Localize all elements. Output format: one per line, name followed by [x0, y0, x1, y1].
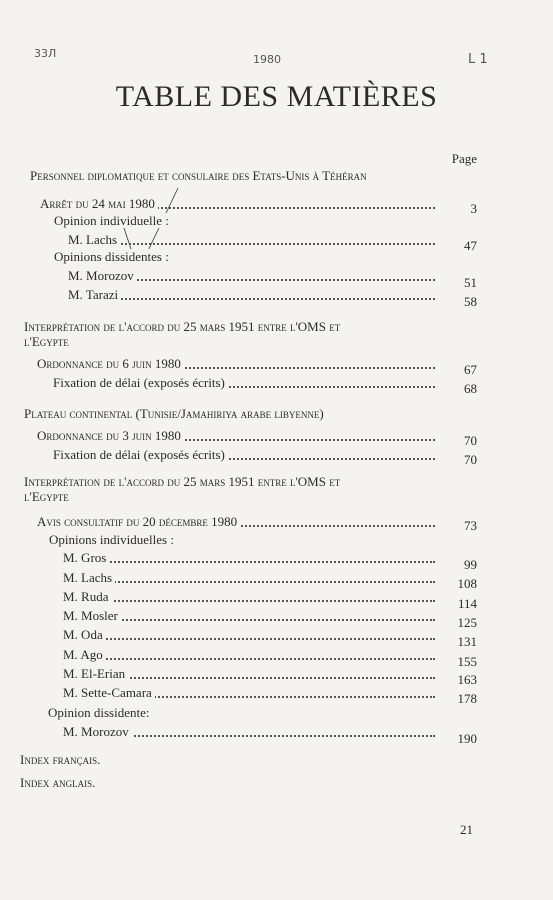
toc-entry-label: M. Lachs	[63, 570, 115, 585]
toc-subheading	[54, 213, 172, 229]
toc-entry	[63, 666, 435, 682]
handwritten-note-right: L 1	[468, 52, 488, 67]
leader-dots	[68, 298, 435, 300]
toc-subheading-label: Opinions individuelles :	[49, 532, 177, 547]
toc-entry	[63, 724, 435, 740]
toc-entry	[37, 514, 435, 530]
toc-subheading	[48, 705, 152, 721]
leader-dots	[63, 600, 435, 602]
toc-entry-label: Arrêt du 24 mai 1980	[40, 196, 158, 211]
handwritten-note-center: 1980	[253, 53, 281, 66]
toc-entry-page: 67	[464, 362, 477, 377]
toc-entry	[63, 685, 435, 701]
toc-entry-label: M. Lachs	[68, 232, 120, 247]
toc-subheading-label: Opinion dissidente:	[48, 705, 152, 720]
toc-entry-label: M. Mosler	[63, 608, 121, 623]
toc-entry-page: 68	[464, 381, 477, 396]
toc-entry-page: 155	[457, 654, 477, 669]
toc-entry-page: 108	[457, 576, 477, 591]
index-french: Index français.	[20, 752, 101, 767]
toc-entry-label: M. Gros	[63, 550, 109, 565]
toc-subheading	[54, 249, 172, 265]
toc-entry	[68, 268, 435, 284]
toc-entry-page: 163	[457, 672, 477, 687]
handwritten-note-left: 33Л	[34, 47, 57, 60]
toc-entry-label: Fixation de délai (exposés écrits)	[53, 375, 228, 390]
page-title: TABLE DES MATIÈRES	[115, 80, 438, 113]
toc-entry-page: 190	[457, 731, 477, 746]
toc-entry-page: 73	[464, 518, 477, 533]
toc-entry	[63, 647, 435, 663]
toc-entry	[68, 232, 435, 248]
leader-dots	[63, 638, 435, 640]
toc-entry	[63, 570, 435, 586]
toc-entry-label: M. Ago	[63, 647, 106, 662]
toc-entry-page: 114	[457, 596, 477, 611]
toc-subheading	[49, 532, 177, 548]
toc-entry	[40, 196, 435, 212]
section-title-4: Interprétation de l'accord du 25 mars 1951 entre l'OMS et	[24, 474, 341, 489]
toc-entry-label: Fixation de délai (exposés écrits)	[53, 447, 228, 462]
toc-entry	[63, 608, 435, 624]
leader-dots	[63, 581, 435, 583]
section-title-2-cont: l'Egypte	[24, 334, 69, 349]
toc-entry-page: 131	[457, 634, 477, 649]
toc-entry-page: 3	[470, 201, 477, 216]
section-title-1: Personnel diplomatique et consulaire des Etats-Unis à Téhéran	[30, 168, 367, 183]
toc-entry	[37, 428, 435, 444]
page-number: 21	[460, 822, 473, 837]
toc-entry-page: 178	[457, 691, 477, 706]
toc-entry-page: 125	[457, 615, 477, 630]
toc-entry-page: 70	[464, 452, 477, 467]
toc-entry-label: Ordonnance du 3 juin 1980	[37, 428, 184, 443]
toc-entry-label: M. El-Erian	[63, 666, 128, 681]
toc-entry-label: Ordonnance du 6 juin 1980	[37, 356, 184, 371]
toc-entry-label: M. Tarazi	[68, 287, 121, 302]
leader-dots	[68, 243, 435, 245]
toc-entry-label: M. Ruda	[63, 589, 112, 604]
toc-entry-page: 51	[464, 275, 477, 290]
leader-dots	[63, 658, 435, 660]
toc-entry	[37, 356, 435, 372]
toc-entry-page: 58	[464, 294, 477, 309]
section-title-2: Interprétation de l'accord du 25 mars 1951 entre l'OMS et	[24, 319, 341, 334]
toc-entry-label: M. Morozov	[68, 268, 137, 283]
toc-entry	[68, 287, 435, 303]
toc-entry-page: 70	[464, 433, 477, 448]
toc-entry	[63, 550, 435, 566]
toc-entry-label: M. Sette-Camara	[63, 685, 155, 700]
page-column-header: Page	[451, 151, 477, 166]
toc-entry	[53, 375, 435, 391]
toc-entry	[63, 589, 435, 605]
toc-subheading-label: Opinions dissidentes :	[54, 249, 172, 264]
toc-entry	[53, 447, 435, 463]
toc-entry-page: 99	[464, 557, 477, 572]
toc-entry	[63, 627, 435, 643]
section-title-4-cont: l'Egypte	[24, 489, 69, 504]
toc-entry-label: M. Morozov	[63, 724, 132, 739]
section-title-3: Plateau continental (Tunisie/Jamahiriya arabe libyenne)	[24, 406, 324, 421]
index-english: Index anglais.	[20, 775, 96, 790]
toc-entry-page: 47	[464, 238, 477, 253]
toc-entry-label: Avis consultatif du 20 décembre 1980	[37, 514, 240, 529]
toc-entry-label: M. Oda	[63, 627, 106, 642]
toc-subheading-label: Opinion individuelle :	[54, 213, 172, 228]
leader-dots	[63, 561, 435, 563]
